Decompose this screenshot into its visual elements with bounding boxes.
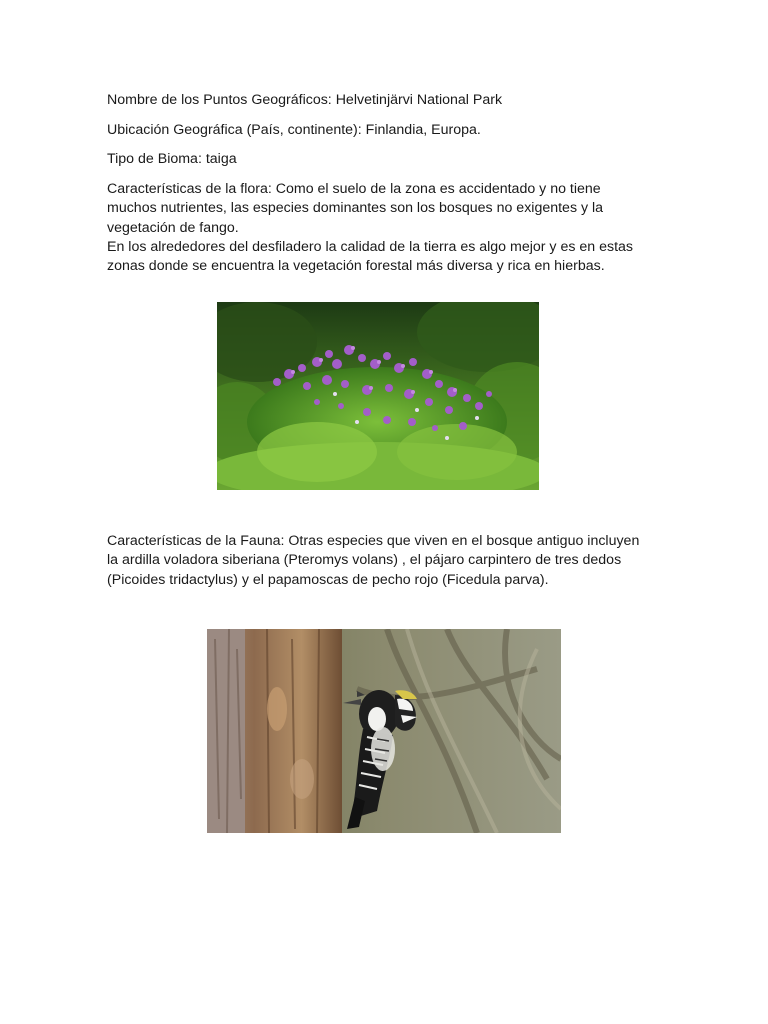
woodpecker-image	[207, 629, 561, 833]
fauna-section	[107, 532, 652, 590]
bioma-line: Tipo de Bioma: taiga	[107, 151, 237, 167]
flora-photo	[217, 302, 539, 490]
fauna-paragraph: Características de la Fauna: Otras especies que viven en el bosque antiguo incluyen la ardilla voladora siberiana (Pteromys volans) , el pájaro carpintero de tres dedos (Picoides tridactylus) y el papamoscas de pecho rojo (Ficedula parva).	[107, 533, 640, 588]
flora-section	[107, 180, 652, 276]
flora-paragraph-1: Características de la flora: Como el suelo de la zona es accidentado y no tiene muchos nutrientes, las especies dominantes son los bosques no exigentes y la vegetación de fango.	[107, 181, 604, 236]
fauna-photo	[207, 629, 561, 833]
purple-flowers-image	[217, 302, 539, 490]
nombre-line: Nombre de los Puntos Geográficos: Helvetinjärvi National Park	[107, 92, 503, 108]
ubicacion-line: Ubicación Geográfica (País, continente): Finlandia, Europa.	[107, 122, 481, 138]
flora-paragraph-2: En los alrededores del desfiladero la calidad de la tierra es algo mejor y es en estas zonas donde se encuentra la vegetación forestal más diversa y rica en hierbas.	[107, 238, 634, 275]
